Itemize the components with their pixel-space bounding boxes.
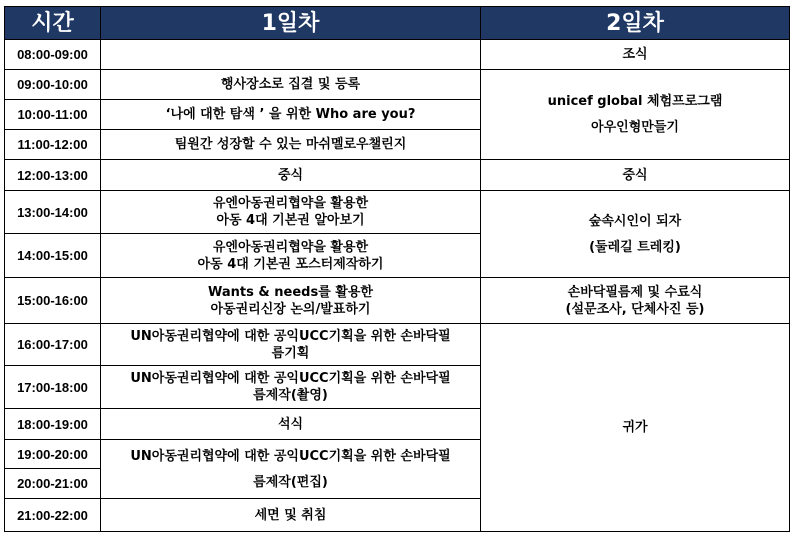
cell-line: 아동 4대 기본권 알아보기 bbox=[216, 213, 365, 228]
header-row bbox=[5, 7, 790, 40]
day2-cell-lunch: 중식 bbox=[481, 160, 790, 191]
day1-cell-sleep: 세면 및 취침 bbox=[101, 499, 481, 532]
cell-line: Wants & needs를 활용한 bbox=[208, 284, 373, 300]
time-cell: 16:00-17:00 bbox=[5, 324, 101, 366]
time-cell: 09:00-10:00 bbox=[5, 70, 101, 100]
day1-cell: ‘나에 대한 탐색 ’ 을 위한 Who are you? bbox=[101, 100, 481, 130]
walk-line-1: 숲속시인이 되자 bbox=[588, 213, 682, 229]
day2-cell-breakfast: 조식 bbox=[481, 40, 790, 70]
day2-cell-unicef bbox=[481, 70, 790, 160]
cell-line: UN아동권리협약에 대한 공익UCC기획을 위한 손바닥필 bbox=[130, 448, 451, 464]
day1-cell-lunch: 중식 bbox=[101, 160, 481, 191]
table-row bbox=[5, 160, 790, 191]
day2-cell-home: 귀가 bbox=[481, 324, 790, 532]
time-cell: 11:00-12:00 bbox=[5, 130, 101, 160]
cell-line: 유엔아동권리협약을 활용한 bbox=[212, 239, 369, 255]
time-cell: 15:00-16:00 bbox=[5, 278, 101, 324]
cell-line: UN아동권리협약에 대한 공익UCC기획을 위한 손바닥필 bbox=[130, 371, 451, 386]
cell-line: (설문조사, 단체사진 등) bbox=[565, 301, 705, 317]
unicef-line-1: unicef global 체험프로그램 bbox=[547, 94, 723, 109]
cell-line: 름기획 bbox=[271, 345, 310, 361]
time-cell: 17:00-18:00 bbox=[5, 366, 101, 409]
schedule-table bbox=[4, 6, 790, 532]
day1-cell bbox=[101, 440, 481, 499]
time-cell: 10:00-11:00 bbox=[5, 100, 101, 130]
unicef-line-2: 아우인형만들기 bbox=[591, 120, 679, 135]
time-cell: 14:00-15:00 bbox=[5, 234, 101, 278]
cell-line: 아동 4대 기본권 포스터제작하기 bbox=[197, 256, 384, 272]
table-row bbox=[5, 278, 790, 324]
time-cell: 20:00-21:00 bbox=[5, 469, 101, 499]
day2-cell-film bbox=[481, 278, 790, 324]
table-row bbox=[5, 40, 790, 70]
cell-line: 름제작(편집) bbox=[253, 474, 328, 490]
time-cell: 12:00-13:00 bbox=[5, 160, 101, 191]
day1-cell bbox=[101, 278, 481, 324]
time-cell: 08:00-09:00 bbox=[5, 40, 101, 70]
time-cell: 21:00-22:00 bbox=[5, 499, 101, 532]
day2-cell-walk bbox=[481, 191, 790, 278]
time-cell: 18:00-19:00 bbox=[5, 409, 101, 440]
cell-line: 손바닥필름제 및 수료식 bbox=[567, 284, 703, 300]
table-row bbox=[5, 324, 790, 366]
table-row bbox=[5, 191, 790, 234]
day1-cell-empty bbox=[101, 40, 481, 70]
time-cell: 19:00-20:00 bbox=[5, 440, 101, 469]
header-day2: 2일차 bbox=[481, 7, 790, 40]
day1-cell bbox=[101, 366, 481, 409]
cell-line: 유엔아동권리협약을 활용한 bbox=[212, 196, 369, 211]
day1-cell-dinner: 석식 bbox=[101, 409, 481, 440]
day1-cell bbox=[101, 324, 481, 366]
cell-line: UN아동권리협약에 대한 공익UCC기획을 위한 손바닥필 bbox=[130, 328, 451, 344]
table-row bbox=[5, 70, 790, 100]
cell-line: 름제작(촬영) bbox=[253, 388, 328, 403]
time-cell: 13:00-14:00 bbox=[5, 191, 101, 234]
header-day1: 1일차 bbox=[101, 7, 481, 40]
cell-line: 아동권리신장 논의/발표하기 bbox=[210, 301, 371, 317]
header-time: 시간 bbox=[5, 7, 101, 40]
day1-cell: 팀원간 성장할 수 있는 마쉬멜로우챌린지 bbox=[101, 130, 481, 160]
day1-cell bbox=[101, 191, 481, 234]
day1-cell: 행사장소로 집결 및 등록 bbox=[101, 70, 481, 100]
walk-line-2: (둘레길 트레킹) bbox=[589, 239, 681, 255]
day1-cell bbox=[101, 234, 481, 278]
